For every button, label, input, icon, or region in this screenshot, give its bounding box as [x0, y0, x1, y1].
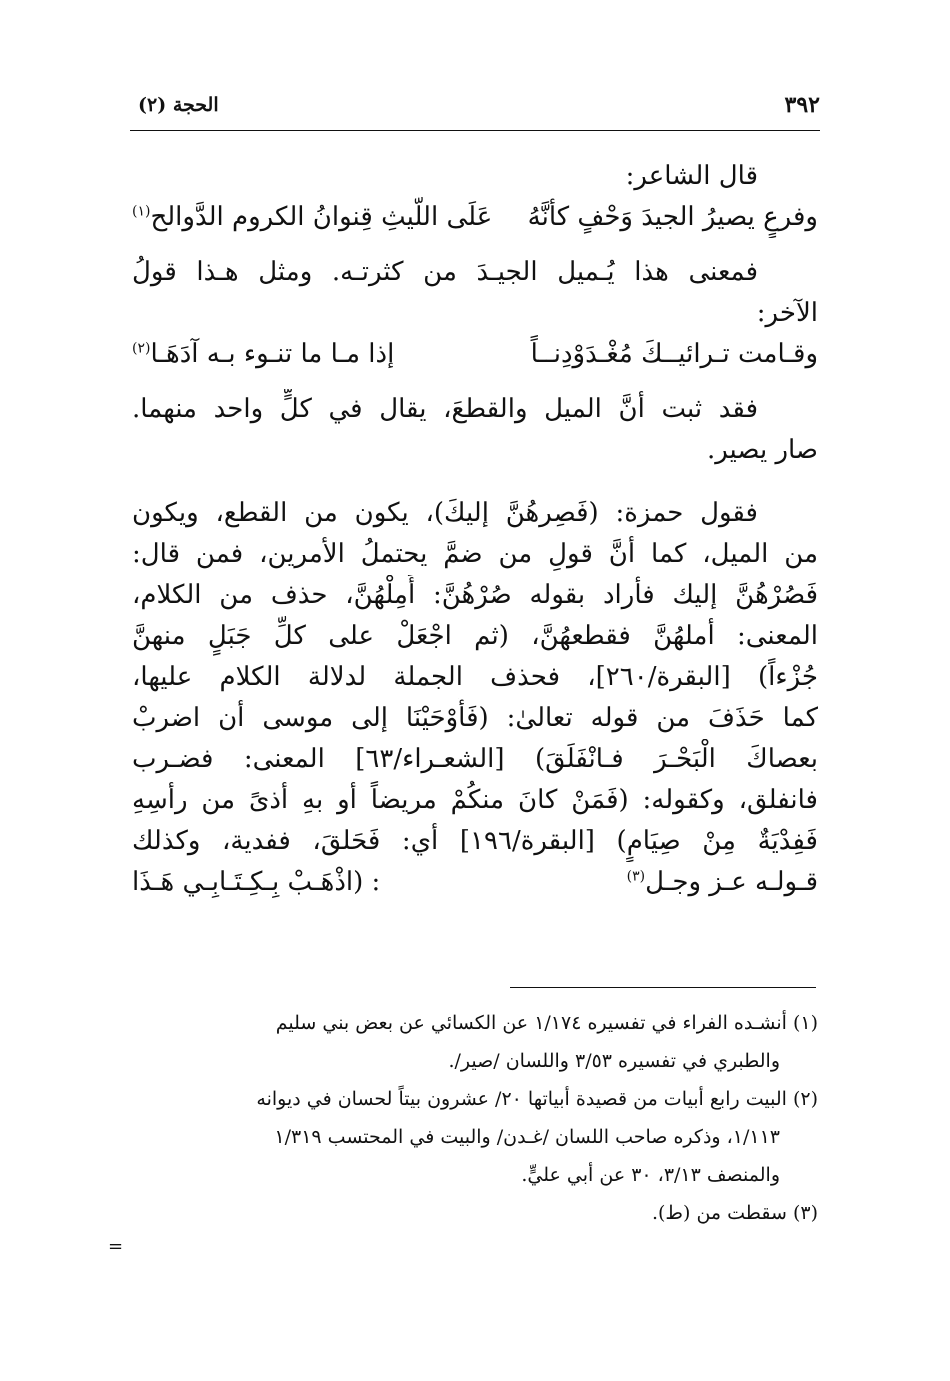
- main-text: [132, 156, 818, 903]
- text-line: جُزْءاً) [البقرة/٢٦٠]، فحذف الجملة لدلالة الكلام عليها،: [132, 662, 818, 692]
- text-line: قال الشاعر:: [625, 161, 758, 191]
- verse-hemistich-first: وفرعٍ يصيرُ الجيدَ وَحْفٍ كأنَّهُ: [527, 202, 818, 232]
- footnotes: [132, 1004, 818, 1232]
- header-divider: [130, 130, 820, 131]
- text-line: صار يصير.: [706, 435, 818, 465]
- verse-line: [132, 197, 818, 238]
- text-line: فَفِدْيَةٌ مِنْ صِيَامٍ) [البقرة/١٩٦] أي: فَحَلقَ، ففدية، وكذلك: [132, 826, 818, 856]
- margin-mark: =: [108, 1236, 124, 1257]
- page-number: ٣٩٢: [784, 92, 820, 118]
- text-line: الآخر:: [756, 298, 818, 328]
- text-line: فقد ثبت أنَّ الميل والقطعَ، يقال في كلٍّ واحد منهما.: [132, 394, 758, 424]
- verse-hemistich-second: [132, 197, 492, 238]
- footnote-marker: (٣): [626, 868, 646, 885]
- verse-line: [132, 334, 818, 375]
- text-segment: [627, 862, 818, 903]
- verse-hemistich-second: [132, 334, 394, 375]
- text-line: فَصُرْهُنَّ إليك فأراد بقوله صُرْهُنَّ: أَمِلْهُنَّ، حذف من الكلام،: [132, 580, 818, 610]
- verse-hemistich-first: وقـامت تـرائيــكَ مُغْـدَوْدِنــاً: [530, 339, 818, 369]
- text-line: فانفلق، وكقوله: (فَمَنْ كانَ منكُمْ مريضاً أو بهِ أذىً من رأسِهِ: [132, 785, 818, 815]
- text-line: من الميل، كما أنَّ قولِ من ضمَّ يحتملُ الأمرين، فمن قال:: [132, 539, 818, 569]
- footnote-1-continued: والطبري في تفسيره ٣/٥٣ واللسان /صير/.: [448, 1050, 780, 1072]
- running-title: الحجة (٢): [138, 94, 219, 116]
- spacer: [132, 238, 818, 252]
- verse-text: عَلَى اللَّيثِ قِنوانُ الكروم الدَّوالح: [150, 202, 493, 232]
- footnote-marker: (١): [132, 203, 151, 220]
- text-segment-tail: : (اذْهَـبْ بِـكِـتَـابِـي هَـذَا: [132, 867, 381, 897]
- footnote-2: (٢) البيت رابع أبيات من قصيدة أبياتها ٢٠/ عشرون بيتاً لحسان في ديوانه: [256, 1088, 818, 1110]
- footnote-2-continued: والمنصف ٣/١٣، ٣٠ عن أبي عليٍّ.: [521, 1164, 780, 1186]
- footnote-marker: (٢): [132, 340, 151, 357]
- text-line: فمعنى هذا يُـميل الجيـدَ من كثرتـه. ومثل هـذا قولُ: [132, 257, 758, 287]
- text-line: بعصاكَ الْبَحْـرَ فـانْفَلَقَ) [الشعـراء/٦٣] المعنى: فضـرب: [132, 744, 818, 774]
- text-line: فقول حمزة: (فَصِرهُنَّ إليكَ)، يكون من القطع، ويكون: [132, 498, 758, 528]
- footnote-divider: [510, 987, 816, 988]
- spacer: [132, 471, 818, 493]
- spacer: [132, 375, 818, 389]
- footnote-3: (٣) سقطت من (ط).: [651, 1202, 818, 1224]
- page-header: [138, 92, 820, 128]
- text-line: [132, 862, 818, 903]
- footnote-1: (١) أنشـده الفراء في تفسيره ١/١٧٤ عن الكسائي عن بعض بني سليم: [275, 1012, 818, 1034]
- verse-text: إذا مـا ما تنـوء بـه آدَهَـا: [150, 339, 395, 369]
- footnote-2-continued: ١/١١٣، وذكره صاحب اللسان /غـدن/ والبيت في المحتسب ١/٣١٩: [274, 1126, 780, 1148]
- text-line: المعنى: أملهُنَّ فقطعهُنَّ، (ثم اجْعَلْ على كلِّ جَبَلٍ منهنَّ: [132, 621, 818, 651]
- text-segment-main: قـولـه عـز وجـل: [645, 867, 818, 897]
- text-line: كما حَذَفَ من قوله تعالىٰ: (فَأَوْحَيْنَا إلى موسى أن اضربْ: [132, 703, 818, 733]
